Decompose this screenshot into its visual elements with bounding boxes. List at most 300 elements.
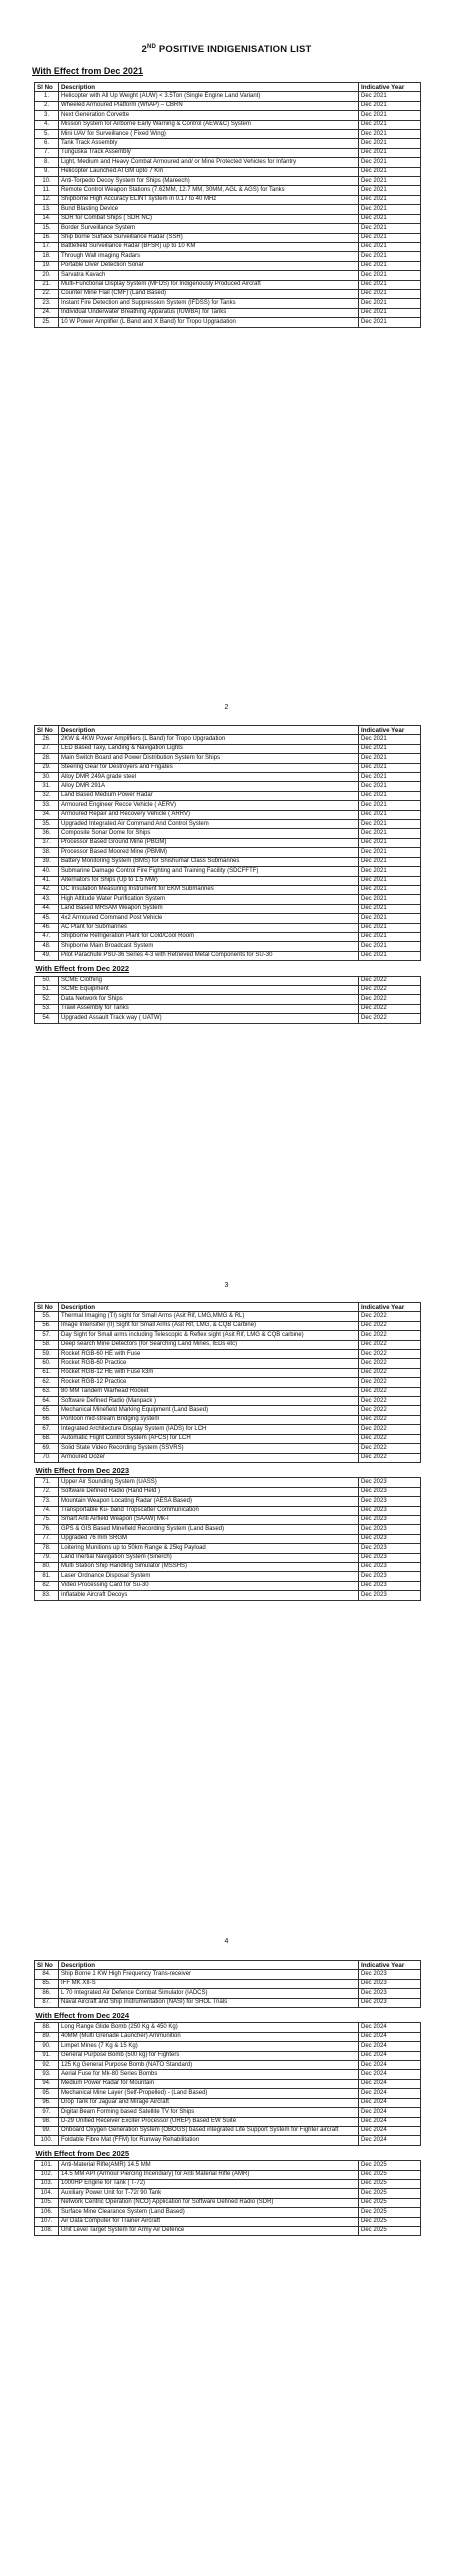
indigenisation-table-part-1	[34, 82, 421, 328]
sl-no-cell: 17.	[35, 242, 59, 251]
sl-no-cell: 70.	[35, 1453, 59, 1462]
indicative-year-cell: Dec 2021	[359, 763, 421, 772]
sl-no-cell: 99.	[35, 2126, 59, 2135]
table-row	[35, 763, 421, 772]
sl-no-cell: 59.	[35, 1350, 59, 1359]
description-cell: Data Network for Ships	[59, 995, 359, 1004]
table-row	[35, 1312, 421, 1321]
description-cell: Processor Based Ground Mine (PBGM)	[59, 838, 359, 847]
indicative-year-cell: Dec 2021	[359, 289, 421, 298]
sl-no-cell: 80.	[35, 1562, 59, 1571]
sl-no-cell: 71.	[35, 1478, 59, 1487]
table-row	[35, 2136, 421, 2145]
description-cell: Instant Fire Detection and Suppression System (IFDSS) for Tanks	[59, 299, 359, 308]
description-cell: Smart Anti Airfield Weapon (SAAW) Mk-I	[59, 1515, 359, 1524]
indicative-year-cell: Dec 2021	[359, 130, 421, 139]
description-cell: Through Wall imaging Radars	[59, 252, 359, 261]
sl-no-cell: 28.	[35, 754, 59, 763]
indicative-year-cell: Dec 2024	[359, 2098, 421, 2107]
indicative-year-cell: Dec 2021	[359, 923, 421, 932]
indicative-year-cell: Dec 2023	[359, 1979, 421, 1988]
indicative-year-cell: Dec 2021	[359, 820, 421, 829]
table-row	[35, 932, 421, 941]
table-row	[35, 1340, 421, 1349]
sl-no-cell: 32.	[35, 791, 59, 800]
description-cell: Automatic Flight Control System (AFCS) for LCH	[59, 1434, 359, 1443]
table-row	[35, 2061, 421, 2070]
description-cell: Tunguska Track Assembly	[59, 148, 359, 157]
sl-no-cell: 66.	[35, 1415, 59, 1424]
table-header-row	[35, 83, 421, 92]
description-cell: Processor Based Moored Mine (PBMM)	[59, 848, 359, 857]
indicative-year-cell: Dec 2022	[359, 1415, 421, 1424]
table-row	[35, 995, 421, 1004]
sl-no-cell: 29.	[35, 763, 59, 772]
table-row	[35, 1321, 421, 1330]
indicative-year-cell: Dec 2021	[359, 271, 421, 280]
indicative-year-cell: Dec 2023	[359, 1562, 421, 1571]
table-row	[35, 1487, 421, 1496]
table-row	[35, 744, 421, 753]
page-number: 2	[224, 704, 229, 711]
table-row	[35, 867, 421, 876]
sl-no-cell: 102.	[35, 2170, 59, 2179]
sl-no-cell: 15.	[35, 224, 59, 233]
indicative-year-cell: Dec 2024	[359, 2051, 421, 2060]
description-cell: Integrated Architecture Display System (IADS) for LCH	[59, 1425, 359, 1434]
description-cell: 4x2 Armoured Command Post Vehicle	[59, 914, 359, 923]
description-cell: 14.5 MM API (Armour Piercing Incendiary) for Anti Material Rifle (AMR)	[59, 2170, 359, 2179]
sl-no-header: Sl No	[35, 1961, 59, 1970]
sl-no-cell: 106.	[35, 2208, 59, 2217]
description-cell: Rocket RGB-12 Practice	[59, 1378, 359, 1387]
sl-no-cell: 56.	[35, 1321, 59, 1330]
table-row	[35, 289, 421, 298]
sl-no-cell: 94.	[35, 2079, 59, 2088]
sl-no-header: Sl No	[35, 1303, 59, 1312]
sl-no-cell: 47.	[35, 932, 59, 941]
description-cell: Medium Power Radar for Mountain	[59, 2079, 359, 2088]
sl-no-cell: 1.	[35, 92, 59, 101]
description-cell: Software Defined Radio (Hand Held )	[59, 1487, 359, 1496]
table-row	[35, 2161, 421, 2170]
indicative-year-cell: Dec 2023	[359, 1544, 421, 1553]
sl-no-cell: 35.	[35, 820, 59, 829]
sl-no-cell: 57.	[35, 1331, 59, 1340]
table-row	[35, 2079, 421, 2088]
table-row	[35, 111, 421, 120]
indicative-year-cell: Dec 2023	[359, 1487, 421, 1496]
description-cell: Software Defined Radio (Manpack )	[59, 1397, 359, 1406]
table-row	[35, 2226, 421, 2235]
sl-no-cell: 62.	[35, 1378, 59, 1387]
indicative-year-cell: Dec 2021	[359, 857, 421, 866]
indicative-year-cell: Dec 2023	[359, 1591, 421, 1600]
indicative-year-cell: Dec 2021	[359, 261, 421, 270]
description-cell: Wheeled Armoured Platform (WhAP) – CBRN	[59, 101, 359, 110]
description-cell: Main Switch Board and Power Distribution System for Ships	[59, 754, 359, 763]
table-row	[35, 848, 421, 857]
description-cell: AC Plant for Submarines	[59, 923, 359, 932]
table-row	[35, 1506, 421, 1515]
description-cell: 40MM (Multi Grenade Launcher) Ammunition	[59, 2032, 359, 2041]
sl-no-cell: 27.	[35, 744, 59, 753]
indicative-year-cell: Dec 2021	[359, 177, 421, 186]
table-row	[35, 923, 421, 932]
indicative-year-cell: Dec 2021	[359, 876, 421, 885]
description-cell: Air Data Computer for Trainer Aircraft	[59, 2217, 359, 2226]
description-cell: Ship Borne 1 KW High Frequency Trans-receiver	[59, 1970, 359, 1979]
indicative-year-cell: Dec 2023	[359, 1534, 421, 1543]
sl-no-cell: 85.	[35, 1979, 59, 1988]
table-row	[35, 308, 421, 317]
sl-no-cell: 86.	[35, 1989, 59, 1998]
section-heading-dec-2021: With Effect from Dec 2021	[32, 66, 143, 76]
description-cell: Long Range Glide Bomb (250 Kg & 450 Kg)	[59, 2023, 359, 2032]
description-cell: Upgraded Integrated Air Command And Control System	[59, 820, 359, 829]
sl-no-cell: 77.	[35, 1534, 59, 1543]
indicative-year-cell: Dec 2025	[359, 2208, 421, 2217]
table-row	[35, 1581, 421, 1590]
sl-no-cell: 90.	[35, 2042, 59, 2051]
description-header: Description	[59, 1303, 359, 1312]
description-cell: Upper Air Sounding System (UASS)	[59, 1478, 359, 1487]
indicative-year-cell: Dec 2023	[359, 1478, 421, 1487]
sl-no-cell: 26.	[35, 735, 59, 744]
sl-no-cell: 108.	[35, 2226, 59, 2235]
sl-no-cell: 81.	[35, 1572, 59, 1581]
description-cell: Mission System for Airborne Early Warning & Control (AEW&C) System	[59, 120, 359, 129]
description-cell: Thermal Imaging (TI) sight for Small Arms (Asit Rif, LMG,MMG & RL)	[59, 1312, 359, 1321]
table-row	[35, 214, 421, 223]
sl-no-cell: 7.	[35, 148, 59, 157]
sl-no-cell: 91.	[35, 2051, 59, 2060]
indicative-year-cell: Dec 2021	[359, 252, 421, 261]
description-cell: Video Processing Card for Su-30	[59, 1581, 359, 1590]
sl-no-header: Sl No	[35, 726, 59, 735]
indicative-year-cell: Dec 2021	[359, 735, 421, 744]
table-row	[35, 985, 421, 994]
indicative-year-cell: Dec 2024	[359, 2070, 421, 2079]
description-cell: Steering Gear for Destroyers and Frigates	[59, 763, 359, 772]
description-header: Description	[59, 83, 359, 92]
sl-no-cell: 22.	[35, 289, 59, 298]
table-row	[35, 1004, 421, 1013]
sl-no-cell: 107.	[35, 2217, 59, 2226]
indicative-year-cell: Dec 2025	[359, 2226, 421, 2235]
section-heading: With Effect from Dec 2023	[35, 1462, 421, 1477]
table-row	[35, 1331, 421, 1340]
description-cell: Armoured Repair and Recovery Vehicle ( ARRV)	[59, 810, 359, 819]
sl-no-cell: 49.	[35, 951, 59, 960]
description-cell: Helicopter Launched ATGM upto 7 Km	[59, 167, 359, 176]
indicative-year-cell: Dec 2022	[359, 985, 421, 994]
indicative-year-cell: Dec 2021	[359, 242, 421, 251]
table-row	[35, 2198, 421, 2207]
description-header: Description	[59, 726, 359, 735]
table-row	[35, 2098, 421, 2107]
table-header-row	[35, 726, 421, 735]
page-title: 2ND POSITIVE INDIGENISATION LIST	[141, 44, 312, 56]
indicative-year-cell: Dec 2023	[359, 1525, 421, 1534]
sl-no-cell: 100.	[35, 2136, 59, 2145]
table-row	[35, 1515, 421, 1524]
table-row	[35, 280, 421, 289]
description-cell: 1000HP Engine for Tank ( T-72)	[59, 2179, 359, 2188]
description-cell: Mini UAV for Surveillance ( Fixed Wing)	[59, 130, 359, 139]
indicative-year-cell: Dec 2021	[359, 914, 421, 923]
table-row	[35, 92, 421, 101]
table-row	[35, 1979, 421, 1988]
table-row	[35, 120, 421, 129]
sl-no-cell: 54.	[35, 1014, 59, 1023]
description-cell: Image Intensifier (II) Sight for Small Arms (Asit Rif, LMG, & CQB Carbine)	[59, 1321, 359, 1330]
section-heading: With Effect from Dec 2022	[35, 961, 421, 976]
indicative-year-cell: Dec 2021	[359, 205, 421, 214]
sl-no-cell: 38.	[35, 848, 59, 857]
sl-no-cell: 55.	[35, 1312, 59, 1321]
description-cell: Pontoon mid-stream Bridging system	[59, 1415, 359, 1424]
table-row	[35, 857, 421, 866]
description-cell: Trawl Assembly for Tanks	[59, 1004, 359, 1013]
table-row	[35, 2023, 421, 2032]
description-cell: SCME Equipment	[59, 985, 359, 994]
indicative-year-cell: Dec 2025	[359, 2198, 421, 2207]
indicative-year-cell: Dec 2021	[359, 885, 421, 894]
table-row	[35, 139, 421, 148]
description-cell: Unit Level Target System for Army Air Defence	[59, 2226, 359, 2235]
sl-no-cell: 96.	[35, 2098, 59, 2107]
indicative-year-cell: Dec 2022	[359, 1453, 421, 1462]
table-row	[35, 1359, 421, 1368]
sl-no-cell: 20.	[35, 271, 59, 280]
description-cell: Light, Medium and Heavy Combat Armoured and/ or Mine Protected Vehicles for Infantry	[59, 158, 359, 167]
description-cell: 80 MM Tandem Warhead Rocket	[59, 1387, 359, 1396]
description-cell: Alloy DMR 249A grade steel	[59, 773, 359, 782]
description-cell: Anti-Torpedo Decoy System for Ships (Mareech)	[59, 177, 359, 186]
table-row	[35, 773, 421, 782]
table-row	[35, 177, 421, 186]
table-row	[35, 1425, 421, 1434]
description-cell: Mechanical Mine Layer (Self-Propelled) - (Land Based)	[59, 2089, 359, 2098]
indicative-year-cell: Dec 2024	[359, 2061, 421, 2070]
description-cell: Solid State Video Recording System (SSVRS)	[59, 1444, 359, 1453]
indicative-year-cell: Dec 2022	[359, 995, 421, 1004]
table-row	[35, 820, 421, 829]
indicative-year-cell: Dec 2024	[359, 2136, 421, 2145]
table-row	[35, 876, 421, 885]
description-cell: Battery Monitoring System (BMS) for Shishumar Class Submarines	[59, 857, 359, 866]
description-cell: Battlefield Surveillance Radar (BFSR) up to 10 KM	[59, 242, 359, 251]
description-cell: Limpet Mines (7 Kg & 15 Kg)	[59, 2042, 359, 2051]
table-row	[35, 167, 421, 176]
description-cell: Inflatable Aircraft Decoys	[59, 1591, 359, 1600]
section-heading-row	[35, 2008, 421, 2023]
indicative-year-cell: Dec 2021	[359, 744, 421, 753]
indicative-year-cell: Dec 2021	[359, 214, 421, 223]
sl-no-cell: 31.	[35, 782, 59, 791]
indicative-year-cell: Dec 2023	[359, 1506, 421, 1515]
table-row	[35, 1378, 421, 1387]
table-row	[35, 233, 421, 242]
section-heading: With Effect from Dec 2025	[35, 2145, 421, 2160]
sl-no-cell: 23.	[35, 299, 59, 308]
indicative-year-cell: Dec 2021	[359, 92, 421, 101]
indicative-year-header: Indicative Year	[359, 1303, 421, 1312]
table-row	[35, 158, 421, 167]
table-row	[35, 1478, 421, 1487]
indicative-year-cell: Dec 2021	[359, 111, 421, 120]
description-cell: Multi Station Ship Handling Simulator (MSSHS)	[59, 1562, 359, 1571]
description-cell: Foldable Fibre Mat (FFM) for Runway Rehabilitation	[59, 2136, 359, 2145]
table-row	[35, 2051, 421, 2060]
table-row	[35, 1544, 421, 1553]
table-row	[35, 101, 421, 110]
indicative-year-cell: Dec 2022	[359, 1425, 421, 1434]
sl-no-cell: 16.	[35, 233, 59, 242]
description-cell: Onboard Oxygen Generation System (OBOGS) based integrated Life Support System for Fighter aircraft	[59, 2126, 359, 2135]
description-cell: Next Generation Corvette	[59, 111, 359, 120]
indicative-year-cell: Dec 2021	[359, 318, 421, 327]
description-cell: 2KW & 4KW Power Amplifiers (L Band) for Tropo Upgradation	[59, 735, 359, 744]
table-row	[35, 810, 421, 819]
sl-no-cell: 52.	[35, 995, 59, 1004]
indigenisation-table-part-3	[34, 1302, 421, 1601]
indicative-year-cell: Dec 2023	[359, 1970, 421, 1979]
description-cell: Laser Ordnance Disposal System	[59, 1572, 359, 1581]
description-cell: Rocket RGB-12 HE with Fuse k3m	[59, 1368, 359, 1377]
indigenisation-table-part-2	[34, 725, 421, 1024]
section-heading-row	[35, 1462, 421, 1477]
indicative-year-cell: Dec 2021	[359, 932, 421, 941]
table-row	[35, 2179, 421, 2188]
description-cell: Individual Underwater Breathing Apparatus (IUWBA) for Tanks	[59, 308, 359, 317]
sl-no-cell: 61.	[35, 1368, 59, 1377]
description-cell: 125 Kg General Purpose Bomb (NATO Standard)	[59, 2061, 359, 2070]
indicative-year-cell: Dec 2024	[359, 2089, 421, 2098]
indicative-year-cell: Dec 2024	[359, 2023, 421, 2032]
indicative-year-cell: Dec 2022	[359, 1321, 421, 1330]
indicative-year-cell: Dec 2021	[359, 195, 421, 204]
sl-no-cell: 37.	[35, 838, 59, 847]
sl-no-cell: 12.	[35, 195, 59, 204]
sl-no-cell: 53.	[35, 1004, 59, 1013]
sl-no-cell: 72.	[35, 1487, 59, 1496]
table-row	[35, 1553, 421, 1562]
description-cell: Multi-Functional Display System (MFDS) for Indigenously Produced Aircraft	[59, 280, 359, 289]
indicative-year-cell: Dec 2025	[359, 2217, 421, 2226]
indicative-year-cell: Dec 2022	[359, 1004, 421, 1013]
table-row	[35, 1406, 421, 1415]
table-row	[35, 838, 421, 847]
table-row	[35, 829, 421, 838]
table-row	[35, 976, 421, 985]
table-row	[35, 1562, 421, 1571]
table-row	[35, 1591, 421, 1600]
table-row	[35, 1397, 421, 1406]
page-number: 4	[224, 1938, 229, 1945]
sl-no-cell: 25.	[35, 318, 59, 327]
sl-no-cell: 13.	[35, 205, 59, 214]
sl-no-cell: 104.	[35, 2189, 59, 2198]
description-cell: Upgraded 76 mm SRGM	[59, 1534, 359, 1543]
sl-no-header: Sl No	[35, 83, 59, 92]
description-cell: Tank Track Assembly	[59, 139, 359, 148]
sl-no-cell: 50.	[35, 976, 59, 985]
indicative-year-cell: Dec 2021	[359, 158, 421, 167]
sl-no-cell: 33.	[35, 801, 59, 810]
table-row	[35, 914, 421, 923]
description-cell: GPS & GIS Based Minefield Recording System (Land Based)	[59, 1525, 359, 1534]
sl-no-cell: 14.	[35, 214, 59, 223]
table-row	[35, 2126, 421, 2135]
table-row	[35, 1014, 421, 1023]
indicative-year-cell: Dec 2023	[359, 1998, 421, 2007]
section-heading-row	[35, 961, 421, 976]
table-row	[35, 1970, 421, 1979]
indicative-year-cell: Dec 2023	[359, 1553, 421, 1562]
sl-no-cell: 58.	[35, 1340, 59, 1349]
table-row	[35, 1444, 421, 1453]
indicative-year-cell: Dec 2024	[359, 2032, 421, 2041]
table-row	[35, 942, 421, 951]
indicative-year-cell: Dec 2023	[359, 1515, 421, 1524]
table-row	[35, 1368, 421, 1377]
table-row	[35, 186, 421, 195]
sl-no-cell: 103.	[35, 2179, 59, 2188]
description-cell: SDR for Combat Ships ( SDR NC)	[59, 214, 359, 223]
sl-no-cell: 34.	[35, 810, 59, 819]
indicative-year-cell: Dec 2022	[359, 1014, 421, 1023]
table-row	[35, 2070, 421, 2079]
table-row	[35, 2170, 421, 2179]
sl-no-cell: 64.	[35, 1397, 59, 1406]
indicative-year-cell: Dec 2022	[359, 1387, 421, 1396]
table-row	[35, 242, 421, 251]
sl-no-cell: 45.	[35, 914, 59, 923]
page-number: 3	[224, 1282, 229, 1289]
indicative-year-cell: Dec 2021	[359, 308, 421, 317]
indicative-year-cell: Dec 2021	[359, 186, 421, 195]
description-cell: Counter Mine Flail (CMF) (Land Based)	[59, 289, 359, 298]
indicative-year-cell: Dec 2021	[359, 791, 421, 800]
sl-no-cell: 84.	[35, 1970, 59, 1979]
table-row	[35, 2208, 421, 2217]
description-cell: Aerial Fuse for Mk-80 Series Bombs	[59, 2070, 359, 2079]
table-row	[35, 1387, 421, 1396]
table-row	[35, 130, 421, 139]
indicative-year-cell: Dec 2022	[359, 1397, 421, 1406]
description-cell: Digital Beam Forming based Satellite TV for Ships	[59, 2108, 359, 2117]
indicative-year-cell: Dec 2024	[359, 2079, 421, 2088]
description-cell: High Altitude Water Purification System	[59, 895, 359, 904]
sl-no-cell: 42.	[35, 885, 59, 894]
indicative-year-cell: Dec 2022	[359, 1331, 421, 1340]
description-cell: General Purpose Bomb (500 kg) for Fighters	[59, 2051, 359, 2060]
sl-no-cell: 105.	[35, 2198, 59, 2207]
table-row	[35, 885, 421, 894]
sl-no-cell: 4.	[35, 120, 59, 129]
sl-no-cell: 63.	[35, 1387, 59, 1396]
sl-no-cell: 76.	[35, 1525, 59, 1534]
indicative-year-cell: Dec 2022	[359, 1368, 421, 1377]
description-cell: Armoured Dozer	[59, 1453, 359, 1462]
description-cell: Alternators for Ships (Up to 1.5 MW)	[59, 876, 359, 885]
indicative-year-cell: Dec 2021	[359, 224, 421, 233]
indicative-year-cell: Dec 2021	[359, 942, 421, 951]
sl-no-cell: 44.	[35, 904, 59, 913]
indicative-year-cell: Dec 2021	[359, 233, 421, 242]
